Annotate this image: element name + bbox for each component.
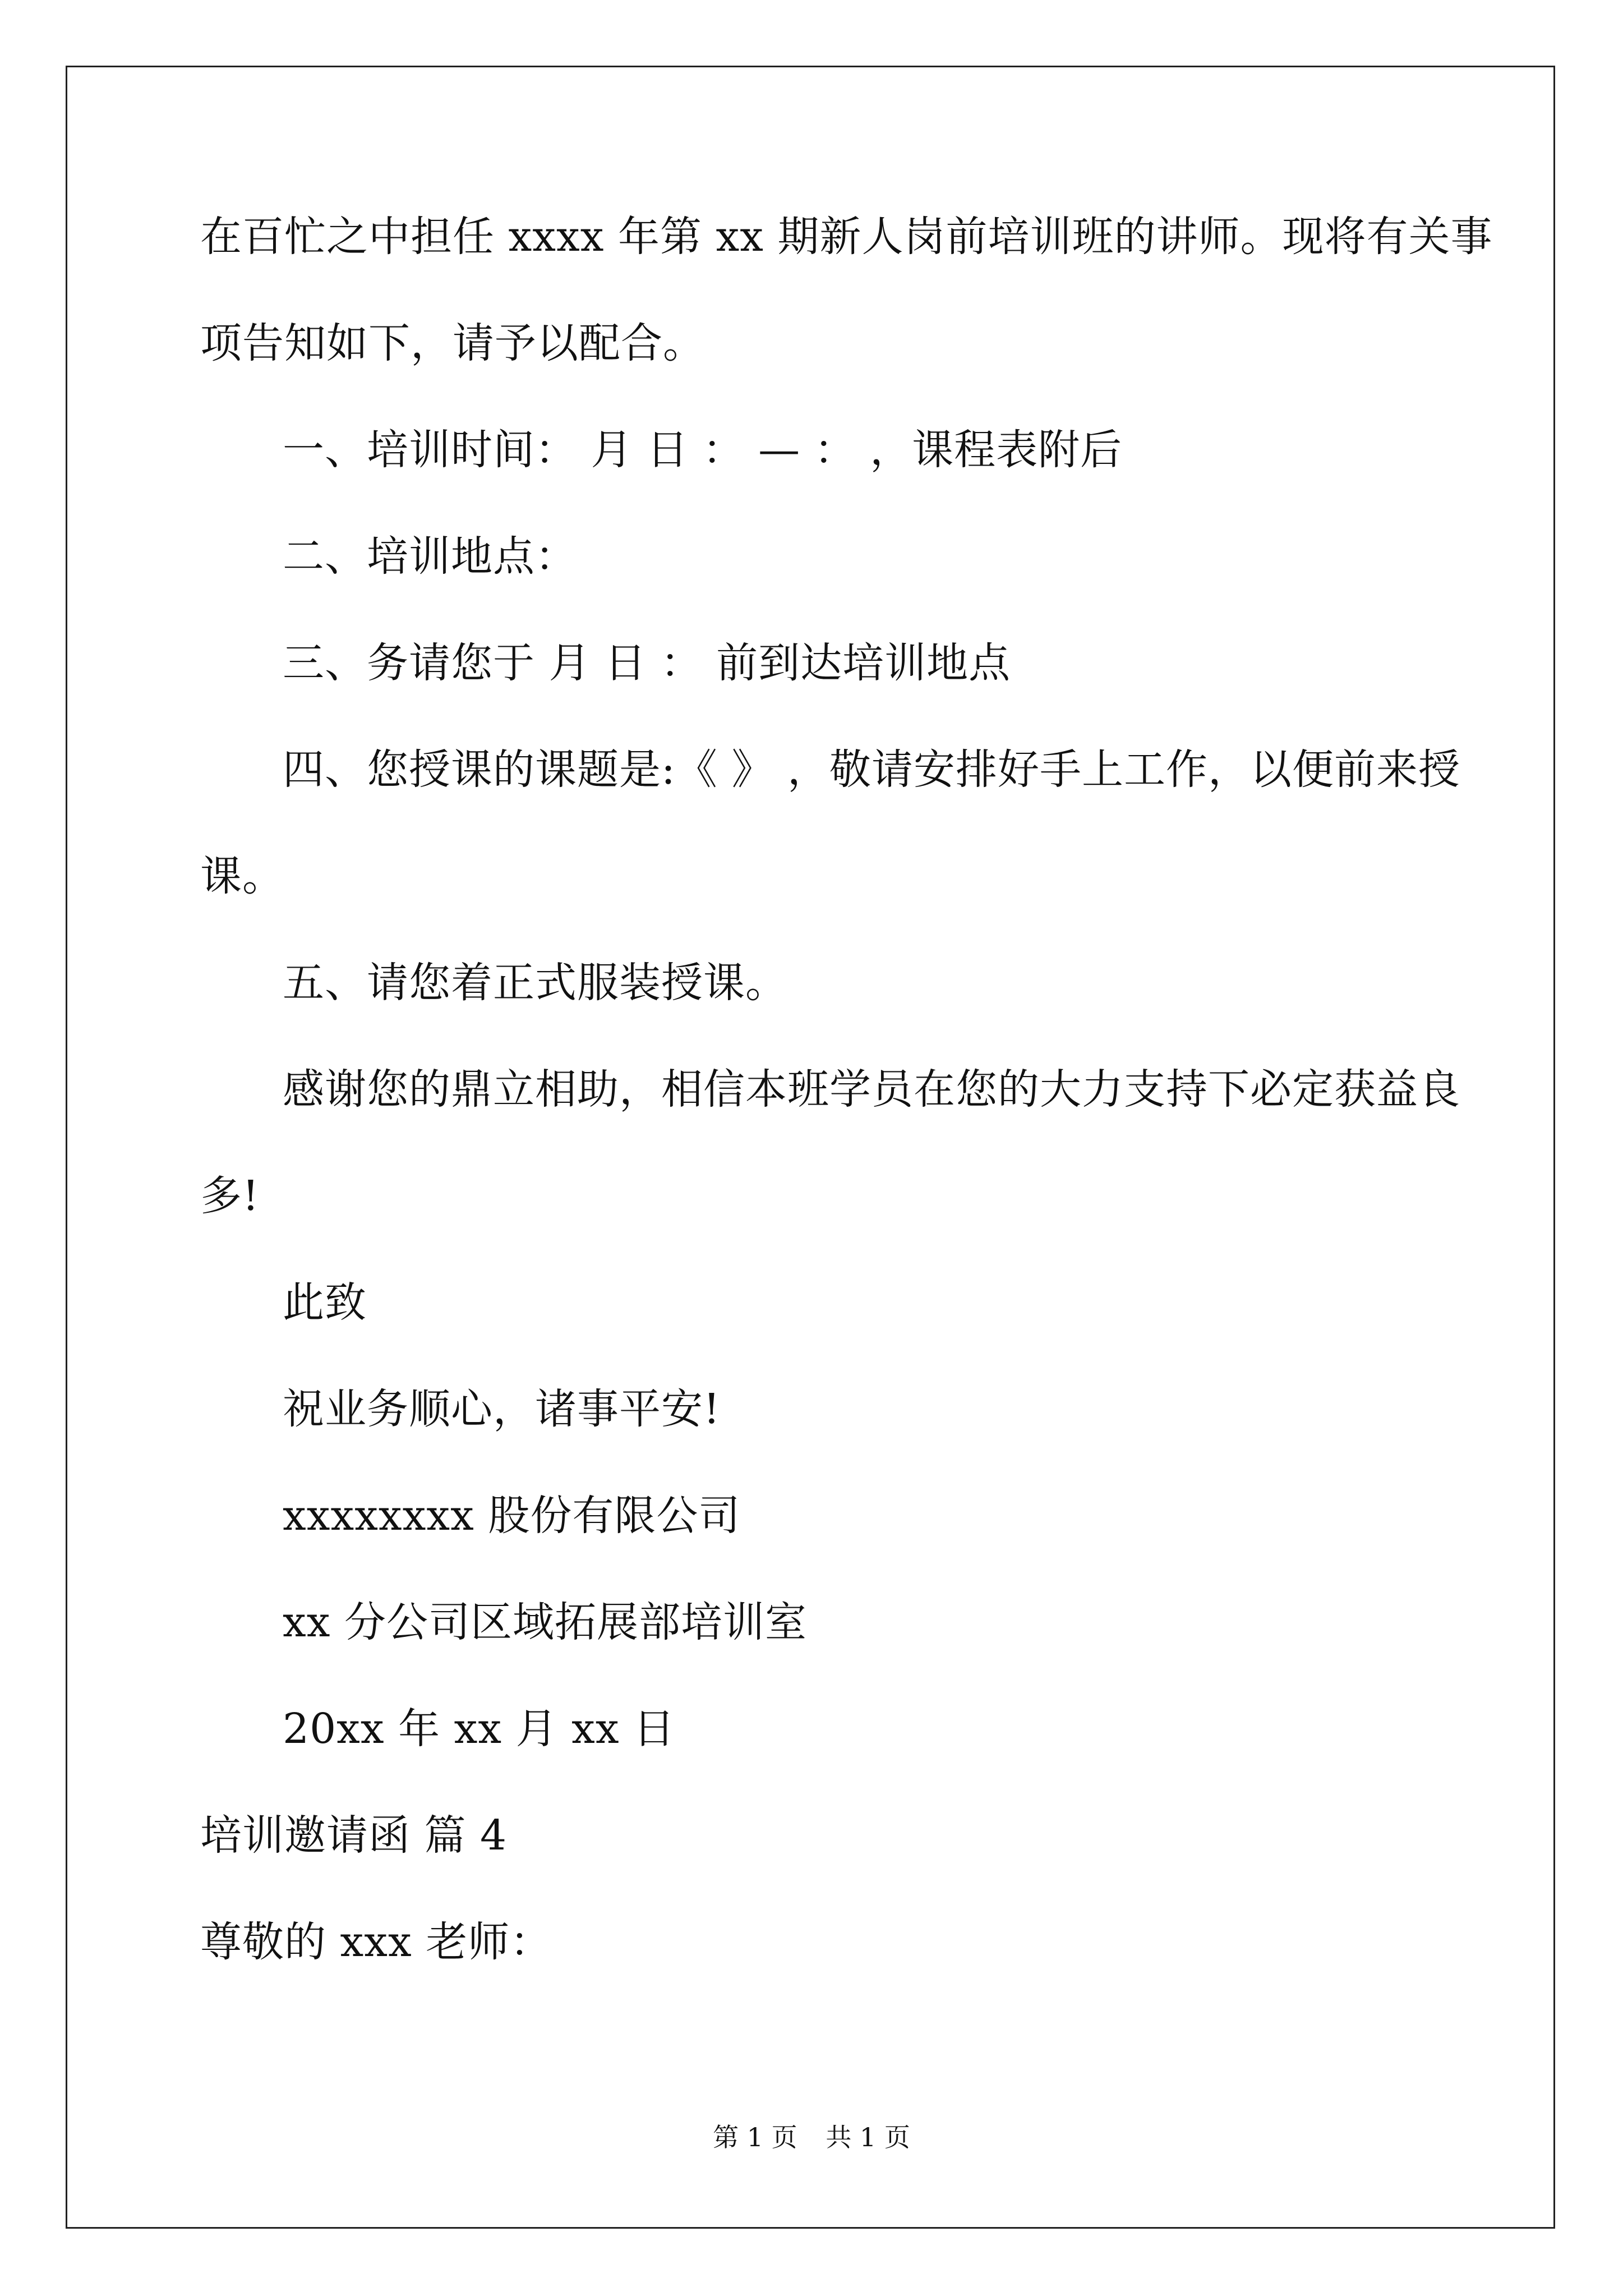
date-line: 20xx 年 xx 月 xx 日 — [283, 1705, 676, 1753]
thanks-line: 感谢您的鼎立相助，相信本班学员在您的大力支持下必定获益良 — [283, 1065, 1460, 1114]
arrival-time-line: 三、务请您于 月 日 ： 前到达培训地点 — [283, 639, 1011, 687]
paragraph-line: 多! — [200, 1172, 260, 1220]
page-number-total: 共 1 页 — [826, 2122, 910, 2152]
training-time-line: 一、培训时间： 月 日 ： — ： ，课程表附后 — [283, 426, 1123, 474]
company-name: xxxxxxxx 股份有限公司 — [283, 1492, 741, 1540]
department-name: xx 分公司区域拓展部培训室 — [283, 1598, 807, 1646]
section-heading: 培训邀请函 篇 4 — [200, 1811, 508, 1860]
greeting-line: 祝业务顺心，诸事平安! — [283, 1385, 721, 1433]
course-topic-line: 四、您授课的课题是:《 》 ，敬请安排好手上工作，以便前来授 — [283, 746, 1460, 794]
salutation-line: 尊敬的 xxx 老师： — [200, 1918, 552, 1966]
paragraph-line: 在百忙之中担任 xxxx 年第 xx 期新人岗前培训班的讲师。现将有关事 — [200, 213, 1493, 261]
closing-line: 此致 — [283, 1278, 367, 1327]
page-number-current: 第 1 页 — [713, 2122, 797, 2152]
paragraph-line: 课。 — [200, 852, 284, 900]
training-location-line: 二、培训地点： — [283, 532, 577, 581]
dress-code-line: 五、请您着正式服装授课。 — [283, 959, 787, 1007]
paragraph-line: 项告知如下，请予以配合。 — [200, 319, 705, 367]
page-border — [66, 66, 1555, 2229]
page-footer — [0, 2120, 1623, 2154]
